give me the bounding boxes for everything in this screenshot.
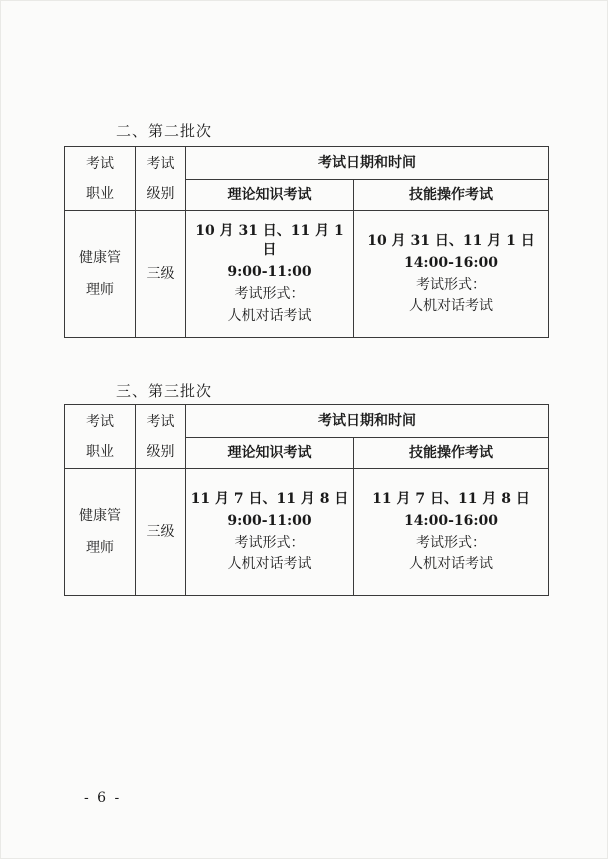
header-occupation-line-2: 职业 [86,185,114,202]
skill-format-label: 考试形式： [416,534,486,551]
theory-time: 9:00-11:00 [227,512,312,529]
section-title-batch-3: 三、第三批次 [116,382,213,400]
skill-time: 14:00-16:00 [403,512,499,529]
theory-format-label: 考试形式： [234,534,305,551]
header-occupation-line-1: 考试 [86,155,114,172]
header-level [136,147,186,211]
theory-time: 9:00-11:00 [227,264,312,281]
subheader-skill: 技能操作考试 [354,438,549,469]
theory-format-value: 人机对话考试 [227,307,312,324]
header-occupation-line-2: 职业 [86,443,114,460]
skill-format-value: 人机对话考试 [409,298,493,315]
cell-level: 三级 [136,469,186,596]
cell-level: 三级 [136,211,186,338]
header-level-line-1: 考试 [146,413,175,430]
cell-skill-schedule [354,469,549,596]
cell-theory-schedule [186,469,354,596]
page-number: - 6 - [84,790,122,806]
schedule-table-batch-2 [64,146,549,338]
header-datetime: 考试日期和时间 [186,405,549,438]
header-level-line-1: 考试 [146,155,175,172]
header-occupation [65,405,136,469]
skill-time: 14:00-16:00 [403,254,499,271]
header-level [136,405,186,469]
cell-skill-schedule [354,211,549,338]
schedule-table-batch-3 [64,404,549,596]
header-occupation [65,147,136,211]
theory-date: 10 月 31 日、11 月 1 日 [195,223,344,259]
cell-theory-schedule [186,211,354,338]
skill-format-value: 人机对话考试 [409,556,493,573]
header-datetime: 考试日期和时间 [186,147,549,180]
subheader-theory: 理论知识考试 [186,180,354,211]
occupation-line-1: 健康管 [79,250,121,266]
skill-format-label: 考试形式： [416,276,486,293]
skill-date: 10 月 31 日、11 月 1 日 [367,232,535,249]
cell-occupation [65,211,136,338]
theory-format-label: 考试形式： [234,285,305,302]
section-title-batch-2: 二、第二批次 [116,122,213,140]
occupation-line-1: 健康管 [79,508,121,524]
occupation-line-2: 理师 [86,282,114,298]
skill-date: 11 月 7 日、11 月 8 日 [372,490,530,507]
header-level-line-2: 级别 [146,185,175,202]
occupation-line-2: 理师 [86,540,114,556]
theory-format-value: 人机对话考试 [227,556,312,573]
cell-occupation [65,469,136,596]
header-level-line-2: 级别 [146,443,175,460]
subheader-theory: 理论知识考试 [186,438,354,469]
theory-date: 11 月 7 日、11 月 8 日 [190,490,349,507]
header-occupation-line-1: 考试 [86,413,114,430]
subheader-skill: 技能操作考试 [354,180,549,211]
